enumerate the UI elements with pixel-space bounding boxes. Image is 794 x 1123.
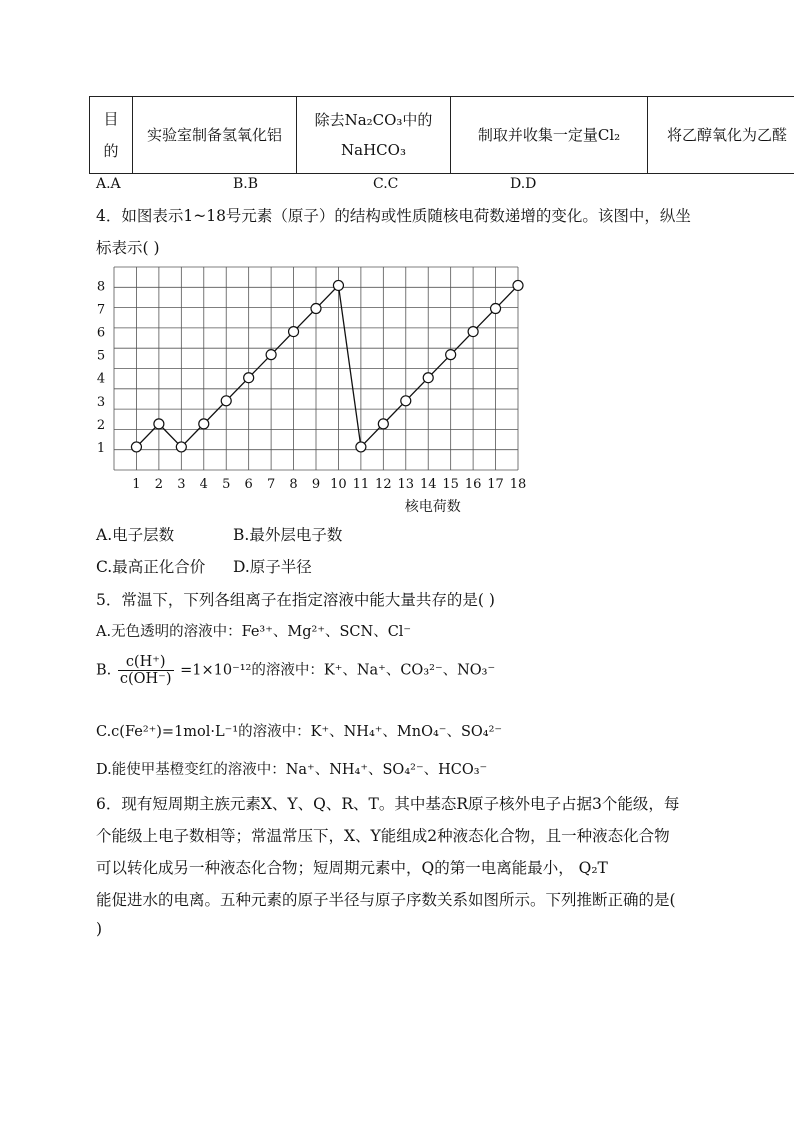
x-tick-label: 1	[132, 477, 141, 492]
header-text: 目的	[103, 110, 119, 160]
table-cell-b: 除去Na₂CO₃中的NaHCO₃	[297, 97, 451, 174]
x-tick-label: 5	[222, 477, 231, 492]
q6-line5: )	[96, 920, 103, 938]
data-point	[154, 419, 164, 429]
y-tick-label: 7	[96, 302, 106, 318]
data-points	[131, 280, 523, 451]
x-tick-labels	[132, 477, 526, 492]
x-tick-label: 13	[397, 477, 415, 492]
x-tick-label: 8	[289, 477, 298, 492]
x-tick-label: 12	[375, 477, 392, 492]
q4-stem-line1: 4．如图表示1~18号元素（原子）的结构或性质随核电荷数递增的变化。该图中，纵坐	[96, 207, 691, 225]
q5-stem: 5．常温下，下列各组离子在指定溶液中能大量共存的是( )	[96, 591, 495, 609]
data-point	[311, 304, 321, 314]
q4-option-a: A.电子层数	[96, 526, 175, 544]
fraction	[118, 654, 174, 687]
q3-option-c: C.C	[373, 176, 399, 192]
q5-option-a: A.无色透明的溶液中：Fe³⁺、Mg²⁺、SCN、Cl⁻	[96, 624, 412, 640]
data-point	[378, 419, 388, 429]
series-line	[136, 285, 518, 446]
q4-option-d: D.原子半径	[233, 558, 312, 576]
data-point	[356, 442, 366, 452]
y-tick-labels	[97, 279, 105, 455]
experiment-table	[89, 96, 794, 174]
x-tick-label: 4	[199, 477, 208, 492]
table-cell-d: 将乙醇氧化为乙醛	[648, 97, 794, 174]
table-row	[90, 97, 794, 174]
data-point	[401, 396, 411, 406]
data-point	[468, 327, 478, 337]
y-tick-label: 3	[96, 394, 106, 410]
x-tick-label: 14	[419, 477, 437, 492]
x-tick-label: 3	[177, 477, 186, 492]
q4-option-b: B.最外层电子数	[233, 526, 343, 544]
data-point	[513, 280, 523, 290]
data-point	[221, 396, 231, 406]
table-cell-c: 制取并收集一定量Cl₂	[451, 97, 648, 174]
y-tick-label: 2	[96, 417, 106, 433]
y-tick-label: 4	[96, 371, 106, 387]
x-tick-label: 16	[464, 477, 482, 492]
q3-option-d: D.D	[510, 176, 537, 192]
table-header-cell	[90, 97, 133, 174]
y-tick-label: 1	[96, 440, 106, 456]
data-point	[446, 350, 456, 360]
q5-option-c: C.c(Fe²⁺)=1mol·L⁻¹的溶液中：K⁺、NH₄⁺、MnO₄⁻、SO₄²⁻	[96, 724, 503, 740]
data-point	[131, 442, 141, 452]
y-tick-label: 8	[96, 279, 106, 295]
q5-option-d: D.能使甲基橙变红的溶液中：Na⁺、NH₄⁺、SO₄²⁻、HCO₃⁻	[96, 762, 488, 778]
fraction-denominator: c(OH⁻)	[119, 671, 172, 687]
q6-line2: 个能级上电子数相等；常温常压下，X、Y能组成2种液态化合物，且一种液态化合物	[96, 827, 670, 845]
table-cell-a: 实验室制备氢氧化铝	[133, 97, 297, 174]
q5-b-prefix: B.	[96, 662, 112, 679]
x-tick-label: 7	[266, 477, 276, 492]
q4-option-c: C.最高正化合价	[96, 558, 206, 576]
x-tick-label: 18	[509, 477, 527, 492]
q3-option-a: A.A	[96, 176, 121, 192]
x-tick-label: 11	[352, 477, 370, 492]
q5-b-rest: =1×10⁻¹²的溶液中：K⁺、Na⁺、CO₃²⁻、NO₃⁻	[180, 662, 496, 679]
x-tick-label: 9	[311, 477, 321, 492]
x-tick-label: 2	[154, 477, 164, 492]
q4-stem-line2: 标表示( )	[96, 239, 160, 257]
x-tick-label: 15	[442, 477, 459, 492]
x-axis-label: 核电荷数	[404, 499, 461, 515]
y-tick-label: 5	[96, 348, 106, 364]
x-tick-label: 10	[330, 477, 347, 492]
q3-option-b: B.B	[233, 176, 259, 192]
y-tick-label: 6	[96, 325, 106, 341]
fraction-numerator: c(H⁺)	[118, 654, 174, 671]
q6-line1: 6．现有短周期主族元素X、Y、Q、R、T。其中基态R原子核外电子占据3个能级，每	[96, 795, 680, 813]
x-tick-label: 17	[487, 477, 504, 492]
data-point	[289, 327, 299, 337]
data-point	[266, 350, 276, 360]
element-chart	[90, 262, 530, 517]
q6-line4: 能促进水的电离。五种元素的原子半径与原子序数关系如图所示。下列推断正确的是(	[96, 891, 676, 909]
data-point	[491, 304, 501, 314]
q6-line3: 可以转化成另一种液态化合物；短周期元素中，Q的第一电离能最小， Q₂T	[96, 859, 608, 877]
data-point	[423, 373, 433, 383]
data-point	[333, 280, 343, 290]
data-point	[176, 442, 186, 452]
q5-option-b	[96, 654, 495, 687]
data-point	[244, 373, 254, 383]
x-tick-label: 6	[244, 477, 253, 492]
data-point	[199, 419, 209, 429]
